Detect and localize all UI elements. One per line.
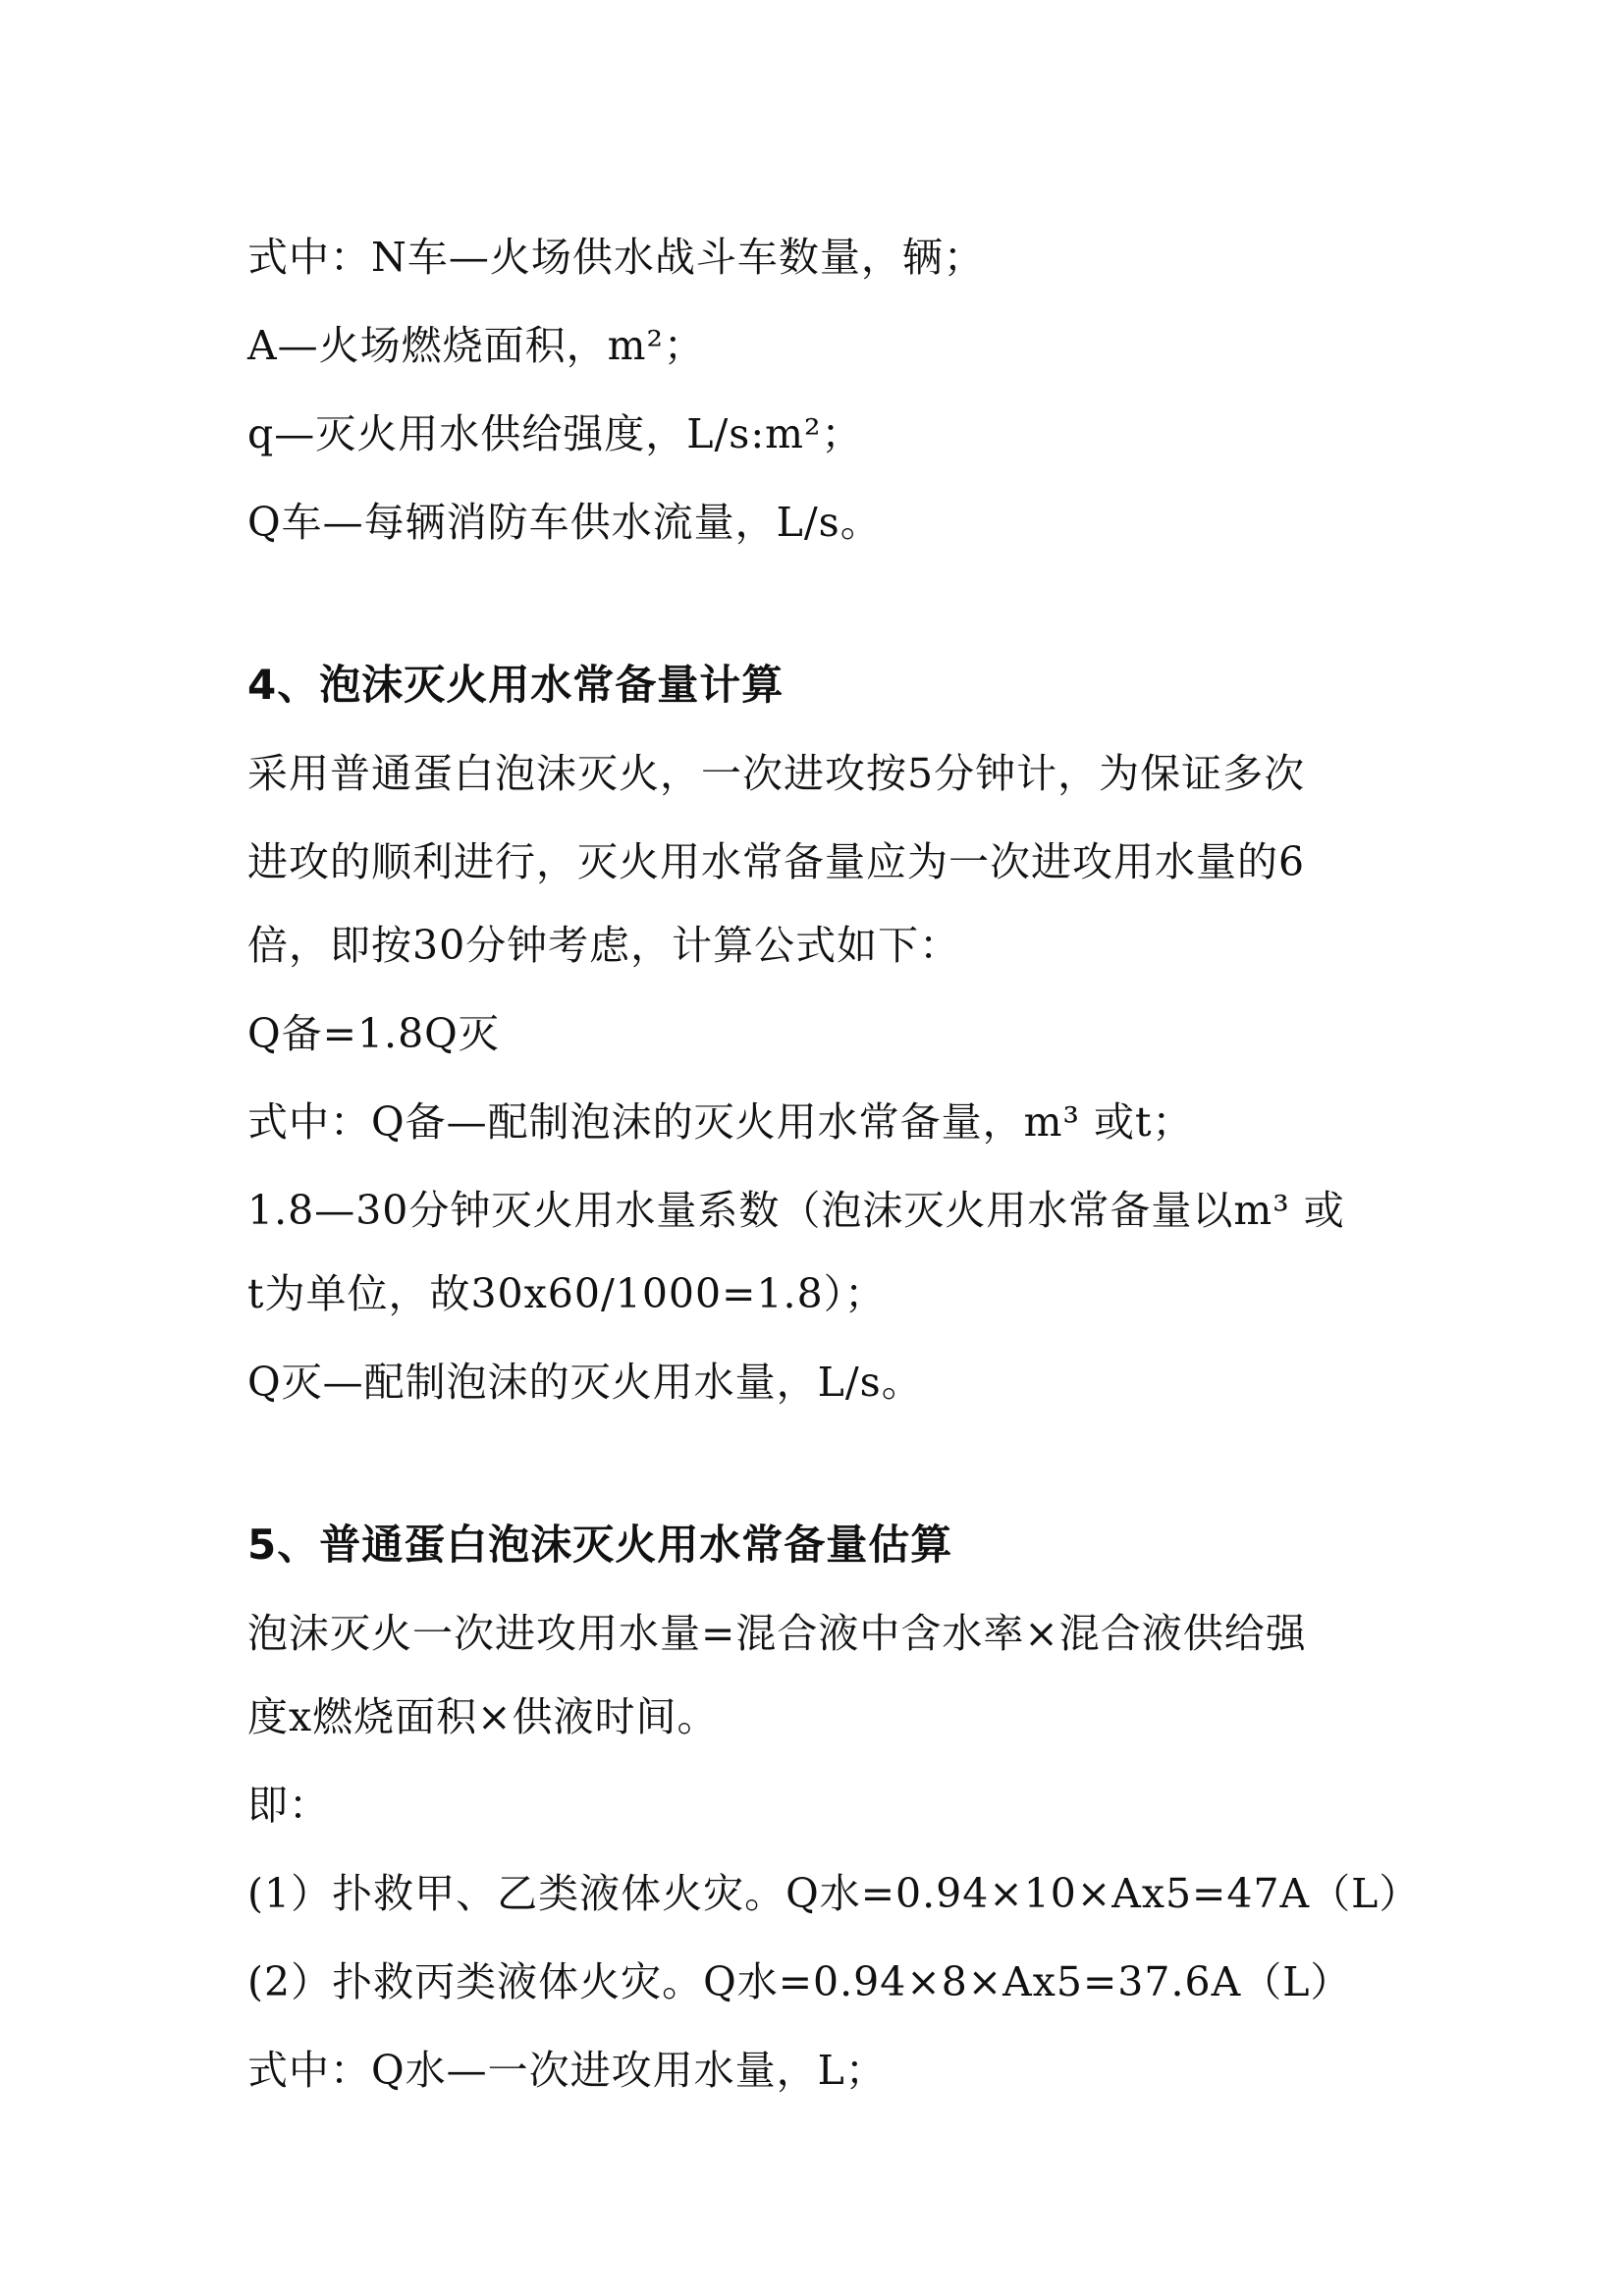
definition-line: 式中：Q备—配制泡沫的灭火用水常备量，m³ 或t； xyxy=(247,1098,1194,1146)
definition-line: Q车—每辆消防车供水流量，L/s。 xyxy=(247,499,882,546)
definition-line: q—灭火用水供给强度，L/s:m²； xyxy=(247,410,863,457)
definition-line: A—火场燃烧面积，m²； xyxy=(247,322,705,369)
paragraph-line: 进攻的顺利进行，灭火用水常备量应为一次进攻用水量的6 xyxy=(247,838,1306,885)
definition-line: 式中：Q水—一次进攻用水量，L； xyxy=(247,2047,887,2094)
definition-line: 1.8—30分钟灭火用水量系数（泡沫灭火用水常备量以m³ 或 xyxy=(247,1187,1345,1234)
section-heading-5: 5、普通蛋白泡沫灭火用水常备量估算 xyxy=(247,1521,953,1569)
formula-line: Q备=1.8Q灭 xyxy=(247,1010,500,1057)
section-heading-4: 4、泡沫灭火用水常备量计算 xyxy=(247,661,785,709)
paragraph-line: 即： xyxy=(247,1782,330,1829)
definition-line: t为单位，故30x60/1000=1.8）； xyxy=(247,1270,887,1317)
paragraph-line: 度x燃烧面积×供液时间。 xyxy=(247,1693,719,1740)
paragraph-line: 泡沫灭火一次进攻用水量=混合液中含水率×混合液供给强 xyxy=(247,1610,1307,1657)
formula-line: (1）扑救甲、乙类液体火灾。Q水=0.94×10×Ax5=47A（L） xyxy=(247,1870,1421,1917)
definition-line: Q灭—配制泡沫的灭火用水量，L/s。 xyxy=(247,1359,923,1406)
paragraph-line: 倍，即按30分钟考虑，计算公式如下： xyxy=(247,922,961,969)
paragraph-line: 采用普通蛋白泡沫灭火，一次进攻按5分钟计，为保证多次 xyxy=(247,750,1306,797)
formula-line: (2）扑救丙类液体火灾。Q水=0.94×8×Ax5=37.6A（L） xyxy=(247,1958,1352,2005)
definition-line: 式中：N车—火场供水战斗车数量，辆； xyxy=(247,234,985,281)
